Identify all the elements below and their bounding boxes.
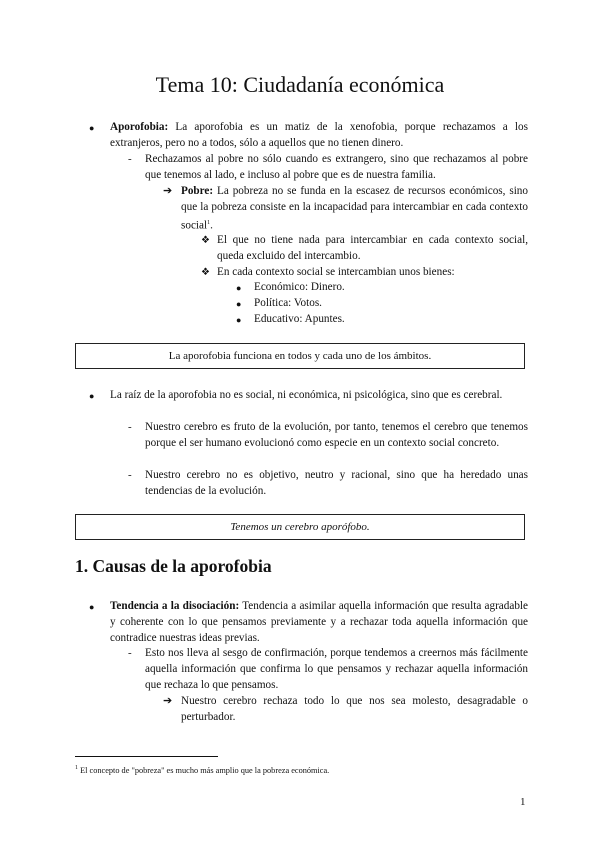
diamond-marker: ❖ xyxy=(201,235,210,246)
bullet-marker: ● xyxy=(89,391,95,401)
good-economico: Económico: Dinero. xyxy=(254,281,345,293)
bullet-marker: ● xyxy=(236,283,242,293)
bienes-item: En cada contexto social se intercambian unos bienes: xyxy=(217,266,455,278)
aporofobia-text: La aporofobia es un matiz de la xenofobia, porque rechazamos a los extranjeros, pero no a todos, sólo a aquellos que no tienen dinero. xyxy=(110,121,528,149)
page-number: 1 xyxy=(520,796,526,808)
aporofobia-item xyxy=(110,120,528,152)
pobre-end: . xyxy=(210,219,213,232)
arrow-marker: ➔ xyxy=(163,185,173,197)
diamond-marker: ❖ xyxy=(201,267,210,278)
sesgo-confirmacion-item: Esto nos lleva al sesgo de confirmación, porque tendemos a creernos más fácilmente aquella información que confirma lo que pensamos y rechazar aquella información que rechaza lo que pensamos. xyxy=(145,647,528,691)
dash-marker: - xyxy=(128,647,132,659)
summary-box-aporofobia: La aporofobia funciona en todos y cada uno de los ámbitos. xyxy=(75,343,525,369)
bullet-marker: ● xyxy=(236,299,242,309)
bullet-marker: ● xyxy=(89,602,95,612)
arrow-marker: ➔ xyxy=(163,695,173,707)
dash-marker: - xyxy=(128,421,132,433)
footnote xyxy=(75,765,329,775)
footnote-number: 1 xyxy=(75,765,78,771)
excluido-item: El que no tiene nada para intercambiar en cada contexto social, queda excluido del intercambio. xyxy=(217,234,528,262)
pobre-definition xyxy=(181,184,528,234)
rechazo-pobre-item: Rechazamos al pobre no sólo cuando es extrangero, sino que rechazamos al pobre que tenemos al lado, e incluso al pobre que es de nuestra familia. xyxy=(145,153,528,181)
dash-marker: - xyxy=(128,469,132,481)
disociacion-term: Tendencia a la disociación: xyxy=(110,600,240,612)
cerebro-no-objetivo-item: Nuestro cerebro no es objetivo, neutro y racional, sino que ha heredado unas tendencias de la evolución. xyxy=(145,469,528,497)
disociacion-item xyxy=(110,599,528,646)
disociacion-text: Tendencia a asimilar aquella información que resulta agradable y coherente con lo que pensamos previamente y a rechazar toda aquella información que contradice nuestras ideas previas. xyxy=(110,600,528,644)
cerebro-evolucion-item: Nuestro cerebro es fruto de la evolución, por tanto, tenemos el cerebro que tenemos porque el ser humano evolucionó como especie en un contexto social concreto. xyxy=(145,421,528,449)
bullet-marker: ● xyxy=(89,123,95,133)
summary-box-cerebro: Tenemos un cerebro aporófobo. xyxy=(75,514,525,540)
good-politica: Política: Votos. xyxy=(254,297,322,309)
pobre-text: La pobreza no se funda en la escasez de recursos económicos, sino que la pobreza consiste en la incapacidad para intercambiar en cada contexto social xyxy=(181,185,528,232)
aporofobia-term: Aporofobia: xyxy=(110,121,169,133)
bullet-marker: ● xyxy=(236,315,242,325)
footnote-separator xyxy=(75,756,218,757)
dash-marker: - xyxy=(128,153,132,165)
pobre-term: Pobre: xyxy=(181,185,214,197)
section-heading-causas: 1. Causas de la aporofobia xyxy=(75,556,272,576)
footnote-ref: 1 xyxy=(207,219,211,226)
page-title: Tema 10: Ciudadanía económica xyxy=(155,72,445,97)
raiz-cerebral-item: La raíz de la aporofobia no es social, ni económica, ni psicológica, sino que es cerebral. xyxy=(110,389,503,401)
cerebro-rechaza-item: Nuestro cerebro rechaza todo lo que nos sea molesto, desagradable o perturbador. xyxy=(181,695,528,723)
good-educativo: Educativo: Apuntes. xyxy=(254,313,345,325)
footnote-text: El concepto de "pobreza" es mucho más amplio que la pobreza económica. xyxy=(80,765,330,775)
